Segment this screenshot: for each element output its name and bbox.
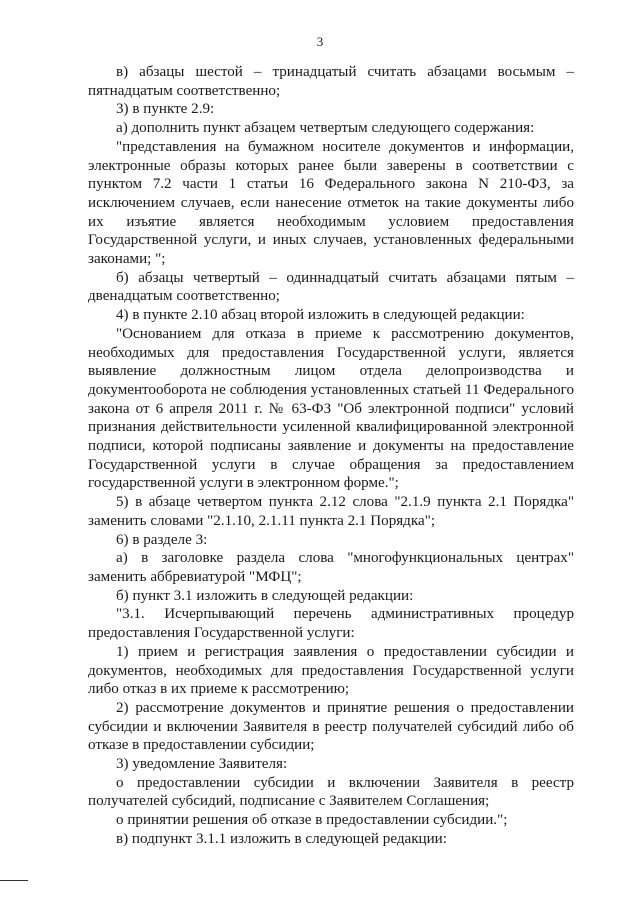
paragraph: 1) прием и регистрация заявления о предоставлении субсидии и документов, необходимых для предоставления Государственной услуги либо отказ в их приеме к рассмотрению; bbox=[88, 643, 574, 698]
paragraph: 4) в пункте 2.10 абзац второй изложить в следующей редакции: bbox=[116, 307, 525, 324]
paragraph: "Основанием для отказа в приеме к рассмотрению документов, необходимых для предоставления Государственной услуги, является выявление должностным лицом отдела делопроизводства и документооборота не соблюдения установленных статьей 11 Федерального закона от 6 апреля 2011 г. № 63-ФЗ "Об электронной подписи" условий признания действительности усиленной квалифицированной электронной подписи, которой подписаны заявление и документы на предоставление Государственной услуги в случае обращения за предоставлением государственной услуги в электронном форме."; bbox=[88, 325, 574, 492]
page-edge-line bbox=[0, 880, 28, 881]
paragraph: 3) в пункте 2.9: bbox=[116, 101, 215, 118]
paragraph: о предоставлении субсидии и включении Заявителя в реестр получателей субсидий, подписание с Заявителем Соглашения; bbox=[88, 774, 574, 810]
paragraph: 2) рассмотрение документов и принятие решения о предоставлении субсидии и включении Заявителя в реестр получателей субсидий либо об отказе в предоставлении субсидии; bbox=[88, 699, 574, 754]
paragraph: в) абзацы шестой – тринадцатый считать абзацами восьмым – пятнадцатым соответственно; bbox=[88, 64, 574, 99]
paragraph: 3) уведомление Заявителя: bbox=[116, 756, 288, 773]
paragraph: 6) в разделе 3: bbox=[116, 531, 208, 548]
page-number: 3 bbox=[316, 34, 324, 49]
paragraph: "представления на бумажном носителе документов и информации, электронные образы которых ранее были заверены в соответствии с пунктом 7.2 части 1 статьи 16 Федерального закона N 210-ФЗ, за исключением случаев, если нанесение отметок на такие документы либо их изъятие является необходимым условием предоставления Государственной услуги, и иных случаев, установленных федеральными законами; "; bbox=[88, 138, 574, 268]
paragraph: б) абзацы четвертый – одиннадцатый считать абзацами пятым – двенадцатым соответственно; bbox=[88, 269, 574, 305]
paragraph: б) пункт 3.1 изложить в следующей редакции: bbox=[116, 587, 414, 604]
paragraph: а) дополнить пункт абзацем четвертым следующего содержания: bbox=[116, 120, 535, 137]
paragraph: о принятии решения об отказе в предоставлении субсидии."; bbox=[116, 812, 508, 829]
paragraph: "3.1. Исчерпывающий перечень административных процедур предоставления Государственной услуги: bbox=[88, 606, 574, 642]
paragraph: в) подпункт 3.1.1 изложить в следующей редакции: bbox=[116, 830, 447, 847]
document-body bbox=[88, 63, 574, 849]
paragraph: 5) в абзаце четвертом пункта 2.12 слова "2.1.9 пункта 2.1 Порядка" заменить словами "2.1.10, 2.1.11 пункта 2.1 Порядка"; bbox=[88, 494, 574, 529]
paragraph: а) в заголовке раздела слова "многофункциональных центрах" заменить аббревиатурой "МФЦ"; bbox=[88, 550, 574, 585]
